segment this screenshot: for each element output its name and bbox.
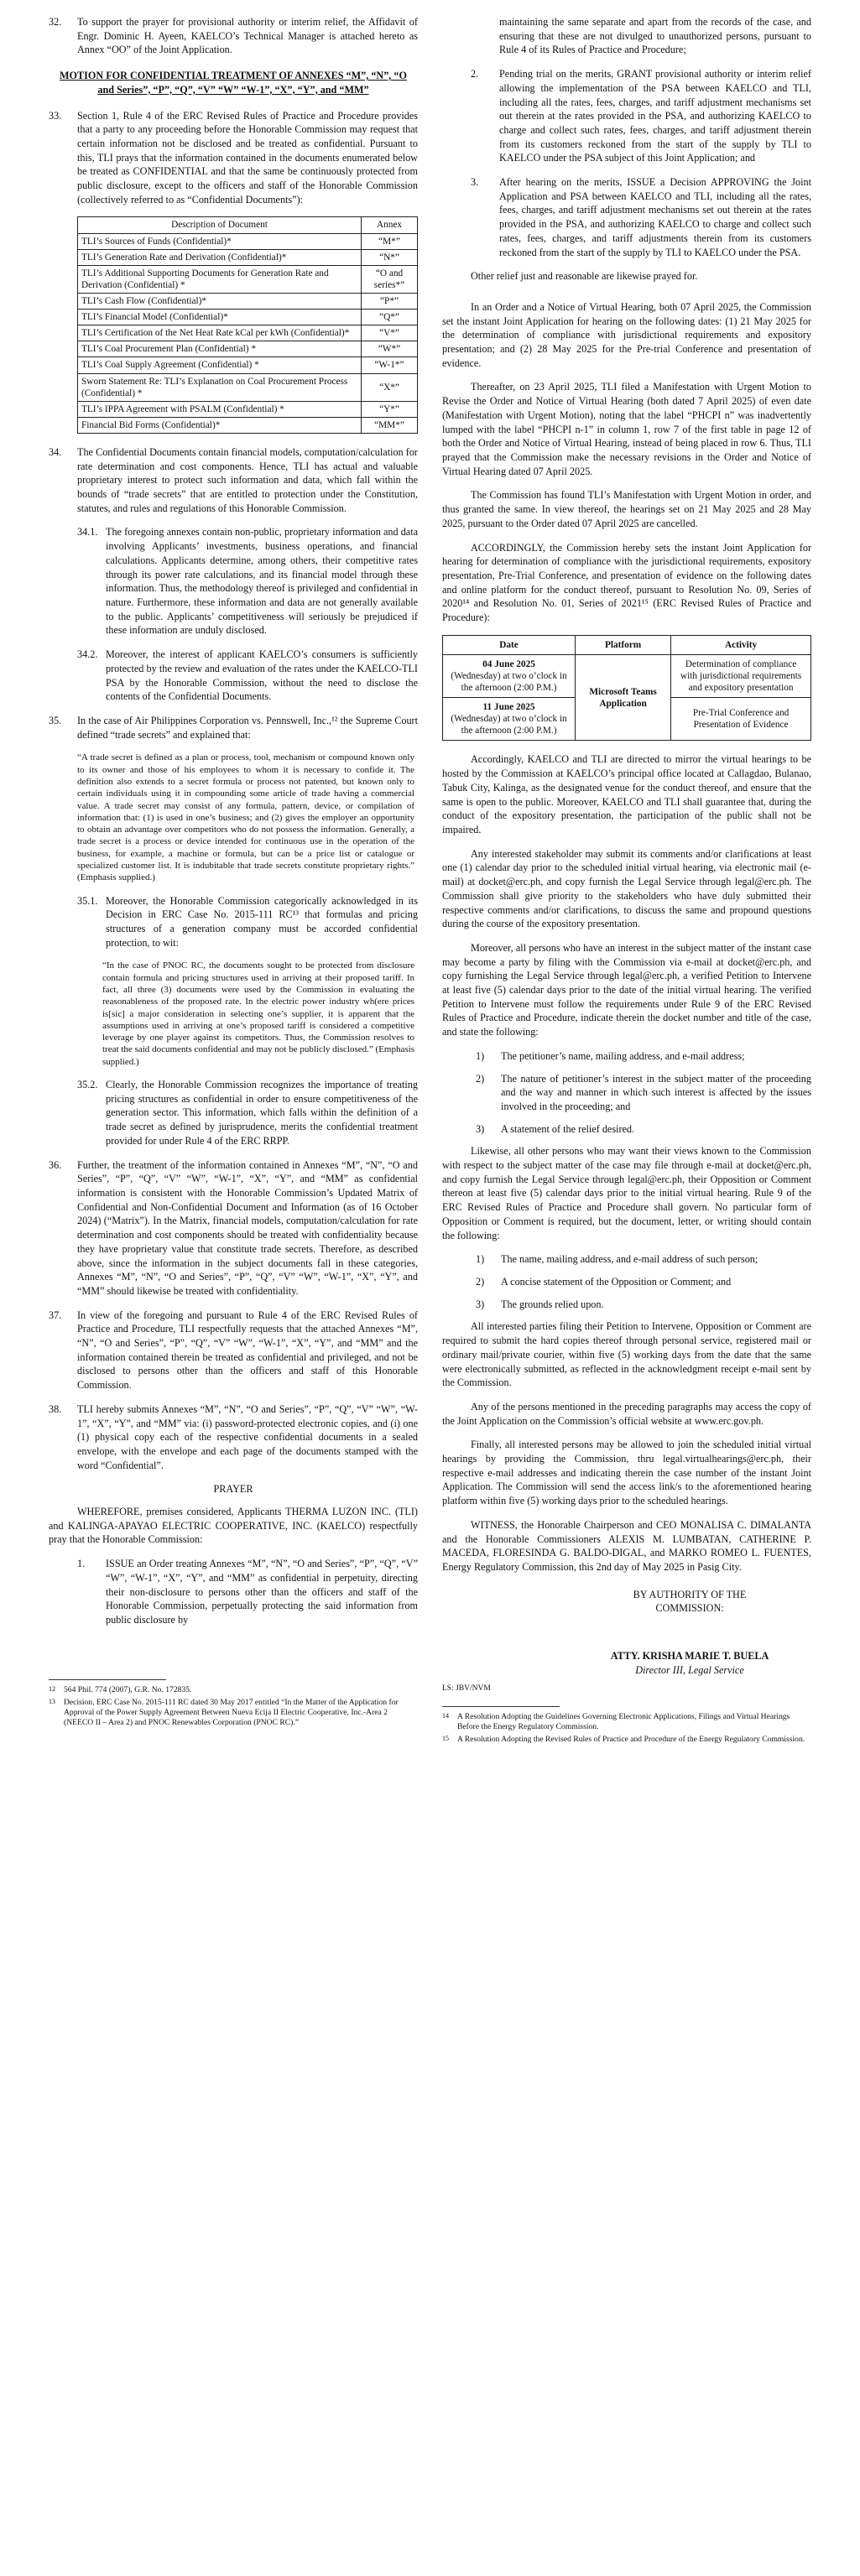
- signature-block: [568, 1588, 811, 1678]
- paragraph-text: The foregoing annexes contain non-public, proprietary information and data involving Applicants’ investments, business operations, and financial calculations. Applicants determine, among others, their competitive rates through its power rate calculations, and its financial model through these information. Thus, the methodology thereof is privileged and confidential in nature. Furthermore, these information and data are not generally available to the public. Applicants’ competitiveness will seriously be prejudiced if these information are unduly disclosed.: [106, 526, 418, 637]
- annex-cell: “Y*”: [362, 401, 418, 417]
- prayer-item-3: [471, 175, 811, 259]
- right-footnotes: [442, 1712, 811, 1745]
- list-text: The grounds relied upon.: [501, 1298, 604, 1310]
- hearing-date: 04 June 2025: [482, 658, 535, 669]
- footnote-number: 14: [442, 1712, 449, 1720]
- paragraph-text: After hearing on the merits, ISSUE a Decision APPROVING the Joint Application and PSA between KAELCO and TLI, including all the rates, fees, charges, and tariff adjustment mechanisms set out therein at the rates provided in the PSA, and authorizing KAELCO to charge and collect such rates, fees, charges, and tariff adjustments therein from its customers reckoned from the start of the supply by TLI to KAELCO under the PSA.: [499, 176, 811, 258]
- list-text: The nature of petitioner’s interest in the subject matter of the proceeding and the way and manner in which such interest is affected by the issues involved in the proceeding; and: [501, 1072, 811, 1112]
- paragraph-number: 34.1.: [77, 526, 98, 539]
- list-text: A statement of the relief desired.: [501, 1122, 635, 1135]
- footnote-divider: [442, 1706, 560, 1707]
- document-description-cell: TLI’s Additional Supporting Documents for Generation Rate and Derivation (Confidential) *: [78, 265, 362, 293]
- paragraph-number: 3.: [471, 176, 479, 189]
- footnote-text: Decision, ERC Case No. 2015-111 RC dated 30 May 2017 entitled “In the Matter of the Application for Approval of the Power Supply Agreement Between Nueva Ecija II Electric Cooperative, Inc.-Area 2 (NEECO II – Area 2) and PNOC Renewables Corporation (PNOC RC).”: [64, 1697, 399, 1727]
- list-item: [476, 1298, 811, 1312]
- platform-cell: Microsoft Teams Application: [576, 654, 671, 741]
- table-row: [78, 341, 418, 357]
- annex-cell: “W-1*”: [362, 357, 418, 373]
- paragraph-number: 2.: [471, 68, 479, 81]
- document-description-cell: Sworn Statement Re: TLI’s Explanation on Coal Procurement Process (Confidential) *: [78, 373, 362, 401]
- footnote-number: 13: [49, 1697, 55, 1705]
- paragraph-number: 34.2.: [77, 648, 98, 661]
- document-description-cell: TLI’s Coal Supply Agreement (Confidential) *: [78, 357, 362, 373]
- right-column: [442, 15, 811, 1747]
- accordingly-paragraph: ACCORDINGLY, the Commission hereby sets the instant Joint Application for hearing for determination of compliance with the jurisdictional requirements, expository presentation, Pre-Trial Conference, and presentation of evidence on the following dates and online platform for the conduct thereof, pursuant to Resolution No. 09, Series of 2020¹⁴ and Resolution No. 01, Series of 2021¹⁵ (ERC Revised Rules of Practice and Procedure):: [442, 541, 811, 624]
- table-row: [78, 310, 418, 325]
- paragraph-text: In view of the foregoing and pursuant to Rule 4 of the ERC Revised Rules of Practice and Procedure, TLI respectfully requests that the attached Annexes “M”, “N”, “O and Series”, “P”, “Q”, “V” “W”, “W-1”, “X”, “Y”, and “MM” and the information contained therein be treated as confidential and privileged, and not be disclosed to persons other than the officers and staff of this Honorable Commission.: [77, 1309, 418, 1392]
- document-description-cell: TLI’s Certification of the Net Heat Rate kCal per kWh (Confidential)*: [78, 325, 362, 341]
- paragraph-34: [49, 445, 418, 516]
- list-number: 1): [476, 1253, 485, 1266]
- table-header: Description of Document: [78, 217, 362, 233]
- paragraph-text: The Confidential Documents contain financial models, computation/calculation for rate determination and cost components. Hence, TLI has actual and valuable proprietary interest to protect such information and data, which fall within the bounds of “trade secrets” that are entitled to protection under the Constitution, statutes, and rules and regulations of this Honorable Commission.: [77, 445, 418, 514]
- table-row: [78, 373, 418, 401]
- stakeholder-paragraph: Any interested stakeholder may submit its comments and/or clarifications at least one (1) calendar day prior to the scheduled initial virtual hearing, via electronic mail (e-mail) at docket@erc.ph, and copy furnish the Legal Service through legal@erc.ph. The Commission shall give priority to the stakeholders who have duly submitted their respective comments and/or clarifications, to discuss the same and propound questions during the course of the expository presentation.: [442, 847, 811, 930]
- signatory-title: Director III, Legal Service: [635, 1663, 744, 1676]
- left-column: [49, 15, 418, 1730]
- footnote-text: 564 Phil. 774 (2007), G.R. No. 172835.: [64, 1684, 192, 1694]
- opposition-paragraph: Likewise, all other persons who may want their views known to the Commission with respect to the subject matter of the case may file through e-mail at docket@erc.ph, and copy furnish the Legal Service through legal@erc.ph, their Opposition or Comment thereon at least five (5) calendar days prior to the initial virtual hearing. Rule 9 of the ERC Revised Rules of Practice and Procedure shall govern. No particular form of Opposition or Comment is required, but the document, letter, or writing should contain the following:: [442, 1145, 811, 1241]
- table-row: [78, 325, 418, 341]
- paragraph-34-2: [77, 648, 418, 704]
- paragraph-number: 1.: [77, 1558, 86, 1570]
- trade-secret-quote: “A trade secret is defined as a plan or process, tool, mechanism or compound known only to its owner and those of his employees to whom it is necessary to confide it. The definition also extends to a secret formula or process not patented, but known only to certain individuals using it in compounding some article of trade having a commercial value. A trade secret may consist of any formula, pattern, device, or compilation of information that: (1) is used in one’s business; and (2) gives the employer an opportunity to obtain an advantage over competitors who do not possess the information. Generally, a trade secret is a process or device intended for continuous use in the operation of the business, for example, a machine or formula, but can be a price list or catalogue or specialized customer list. It is indubitable that trade secrets constitute proprietary rights.” (Emphasis supplied.): [77, 752, 414, 883]
- table-row: [78, 293, 418, 309]
- hearing-date-cell: [443, 698, 576, 741]
- hearing-time: (Wednesday) at two o’clock in the afternoon (2:00 P.M.): [451, 670, 567, 694]
- document-description-cell: TLI’s Coal Procurement Plan (Confidential) *: [78, 341, 362, 357]
- annex-cell: “W*”: [362, 341, 418, 357]
- paragraph-36: [49, 1158, 418, 1298]
- prayer-heading: PRAYER: [213, 1483, 253, 1496]
- paragraph-34-1: [77, 525, 418, 637]
- intervene-paragraph: Moreover, all persons who have an interest in the subject matter of the instant case may become a party by filing with the Commission via e-mail at docket@erc.ph, and copy furnishing the Legal Service through legal@erc.ph, a verified Petition to Intervene at least five (5) calendar days prior to the date of the initial virtual hearing. The verified Petition to Intervene must follow the requirements under Rule 9 of the ERC Revised Rules of Practice and Procedure, indicate therein the docket number and title of the case, and state the following:: [442, 941, 811, 1038]
- paragraph-32: [49, 15, 418, 57]
- activity-cell: Pre-Trial Conference and Presentation of Evidence: [671, 698, 811, 741]
- paragraph-35: [49, 714, 418, 742]
- list-text: The name, mailing address, and e-mail address of such person;: [501, 1253, 758, 1266]
- table-row: [78, 417, 418, 433]
- annex-cell: “O and series*”: [362, 265, 418, 293]
- hearing-time: (Wednesday) at two o’clock in the afternoon (2:00 P.M.): [451, 714, 567, 736]
- list-item: [476, 1122, 811, 1137]
- annex-cell: “P*”: [362, 293, 418, 309]
- signatory-name: ATTY. KRISHA MARIE T. BUELA: [610, 1650, 769, 1663]
- paragraph-number: 33.: [49, 109, 62, 122]
- paragraph-text: Section 1, Rule 4 of the ERC Revised Rules of Practice and Procedure provides that a party to any proceeding before the Honorable Commission may request that certain information not be disclosed and be treated as confidential. Pursuant to this, TLI prays that the information contained in the documents enumerated below be treated as CONFIDENTIAL and that the same be continuously protected from public disclosure, except to the officers and staff of the Honorable Commission (collectively referred to as “Confidential Documents”):: [77, 109, 418, 206]
- paragraph-text: In the case of Air Philippines Corporation vs. Pennswell, Inc.,¹² the Supreme Court defined “trade secrets” and explained that:: [77, 714, 418, 741]
- table-header: Date: [443, 635, 576, 654]
- paragraph-number: 35.1.: [77, 894, 98, 907]
- paragraph-35-2: [77, 1078, 418, 1148]
- document-description-cell: TLI’s Financial Model (Confidential)*: [78, 310, 362, 325]
- hearing-date-cell: [443, 654, 576, 697]
- footnote-divider: [49, 1679, 166, 1680]
- list-number: 2): [476, 1275, 485, 1288]
- paragraph-37: [49, 1309, 418, 1392]
- paragraph-38: [49, 1402, 418, 1473]
- prayer-item-1: [77, 1557, 418, 1627]
- paragraph-number: 35.2.: [77, 1079, 98, 1091]
- annex-cell: “Q*”: [362, 310, 418, 325]
- activity-cell: Determination of compliance with jurisdictional requirements and expository presentation: [671, 654, 811, 697]
- website-paragraph: Any of the persons mentioned in the preceding paragraphs may access the copy of the Joint Application on the Commission’s official website at www.erc.gov.ph.: [442, 1400, 811, 1427]
- list-text: A concise statement of the Opposition or Comment; and: [501, 1275, 732, 1288]
- left-footnotes: [49, 1685, 418, 1728]
- table-header: Annex: [362, 217, 418, 233]
- table-row: [78, 357, 418, 373]
- table-row: [78, 249, 418, 265]
- paragraph-text: Moreover, the interest of applicant KAELCO’s consumers is sufficiently protected by the review and evaluation of the rates under the KAELCO-TLI PSA by the Honorable Commission, without the need to disclose the contents of the Confidential Documents.: [106, 648, 418, 703]
- list-item: [476, 1275, 811, 1289]
- paragraph-number: 37.: [49, 1309, 62, 1321]
- list-item: [476, 1072, 811, 1114]
- list-number: 1): [476, 1049, 485, 1062]
- witness-paragraph: WITNESS, the Honorable Chairperson and CEO MONALISA C. DIMALANTA and the Honorable Commissioners ALEXIS M. LUMBATAN, CATHERINE P. MACEDA, FLORESINDA G. BALDO-DIGAL, and MARKO ROMEO L. FUENTES, Energy Regulatory Commission, this 2nd day of May 2025 in Pasig City.: [442, 1518, 811, 1573]
- prayer-1-continued: maintaining the same separate and apart from the records of the case, and ensuring that these are not divulged to unauthorized persons, pursuant to Rule 4 of its Rules of Practice and Procedure;: [499, 16, 811, 56]
- annex-cell: “MM*”: [362, 417, 418, 433]
- table-row: [78, 233, 418, 249]
- motion-heading: MOTION FOR CONFIDENTIAL TREATMENT OF ANNEXES “M”, “N”, “O and Series”, “P”, “Q”, “V” “W” “W-1”, “X”, “Y”, and “MM”: [60, 70, 407, 96]
- paragraph-text: ISSUE an Order treating Annexes “M”, “N”, “O and Series”, “P”, “Q”, “V” “W”, “W-1”, “X”, “Y”, and “MM” as confidential in perpetuity, directing their non-disclosure to persons other than the officers and staff of the Honorable Commission, perpetually protecting the said information from public disclosure by: [106, 1558, 418, 1626]
- paragraph-number: 34.: [49, 445, 62, 458]
- join-hearings-paragraph: Finally, all interested persons may be allowed to join the scheduled initial virtual hearings by providing the Commission, thru legal.virtualhearings@erc.ph, their respective e-mail addresses and indicating therein the case number of the instant Joint Application. The Commission will send the access link/s to the aforementioned hearing platform within five (5) working days prior to the scheduled hearings.: [442, 1439, 811, 1507]
- annex-cell: “X*”: [362, 373, 418, 401]
- prayer-intro: WHEREFORE, premises considered, Applicants THERMA LUZON INC. (TLI) and KALINGA-APAYAO ELECTRIC COOPERATIVE, INC. (KAELCO) respectfully pray that the Honorable Commission:: [49, 1506, 418, 1546]
- paragraph-text: Pending trial on the merits, GRANT provisional authority or interim relief allowing the implementation of the PSA between KAELCO and TLI, including all the rates, fees, charges, and tariff adjustment mechanisms set out therein at the rates provided in the PSA, and authorizing KAELCO to charge and collect such rates, fees, charges, and tariff adjustment therein from its customers reckoned from the start of the supply by TLI to KAELCO under the PSA subject of this Joint Application; and: [499, 68, 811, 164]
- thereafter-paragraph: Thereafter, on 23 April 2025, TLI filed a Manifestation with Urgent Motion to Revise the Order and Notice of Virtual Hearing (both dated 7 April 2025) of even date (Manifestation with Urgent Motion), noting that the label “PHCPI n” was inadvertently lumped with the label “PHCPI n-1” in column 1, row 7 of the first table in page 12 of both the Order and Notice of Virtual Hearing, instead of being placed in row 6. Thus, TLI prayed that the Commission make the necessary revisions in the Order and Notice of Virtual Hearing dated 07 April 2025.: [442, 381, 811, 477]
- list-text: The petitioner’s name, mailing address, and e-mail address;: [501, 1049, 745, 1062]
- paragraph-number: 35.: [49, 714, 62, 726]
- hearing-schedule-table: [442, 635, 811, 742]
- confidential-documents-table: [77, 216, 418, 434]
- document-description-cell: TLI’s IPPA Agreement with PSALM (Confidential) *: [78, 401, 362, 417]
- opposition-requirements-list: [442, 1252, 811, 1311]
- initials: LS: JBV/NVM: [442, 1684, 491, 1694]
- paragraph-33: [49, 109, 418, 207]
- kaelco-paragraph: Accordingly, KAELCO and TLI are directed to mirror the virtual hearings to be hosted by the Commission at KAELCO’s principal office located at Callagdao, Bulanao, Tabuk City, Kalinga, as the designated venue for the conduct thereof, and ensure that the same is open to the public. Moreover, KAELCO and TLI shall guarantee that, during the conduct of the expository presentation, the participation of the public shall not be impaired.: [442, 753, 811, 835]
- intervene-requirements-list: [442, 1049, 811, 1137]
- order-paragraph: In an Order and a Notice of Virtual Hearing, both 07 April 2025, the Commission set the instant Joint Application for hearing on the following dates: (1) 21 May 2025 for the determination of compliance with jurisdictional requirements and expository presentation; and (2) 28 May 2025 for the Pre-trial Conference and presentation of evidence.: [442, 300, 811, 369]
- table-header: Activity: [671, 635, 811, 654]
- hearing-date: 11 June 2025: [482, 702, 535, 713]
- paragraph-35-1: [77, 894, 418, 950]
- confidential-documents-table-wrap: [77, 216, 418, 434]
- paragraph-text: Clearly, the Honorable Commission recognizes the importance of treating pricing structures as confidential in order to ensure competitiveness of the generation sector. This information, which falls within the definition of a trade secret as defined by jurisprudence, merits the confidential treatment provided for under Rule 4 of the ERC RRPP.: [106, 1079, 418, 1147]
- paragraph-text: To support the prayer for provisional authority or interim relief, the Affidavit of Engr. Dominic H. Ayeen, KAELCO’s Technical Manager is attached hereto as Annex “OO” of the Joint Application.: [77, 16, 418, 56]
- table-header: Platform: [576, 635, 671, 654]
- document-description-cell: TLI’s Generation Rate and Derivation (Confidential)*: [78, 249, 362, 265]
- annex-cell: “M*”: [362, 233, 418, 249]
- list-number: 2): [476, 1072, 485, 1085]
- list-item: [476, 1252, 811, 1267]
- paragraph-text: Further, the treatment of the information contained in Annexes “M”, “N”, “O and Series”, “P”, “Q”, “V” “W”, “W-1”, “X”, “Y”, and “MM” as confidential information is consistent with the Honorable Commission’s Updated Matrix of Confidential and Non-Confidential Document and Information (as of 16 October 2024) (“Matrix”). In the Matrix, financial models, computation/calculation for rate determination and cost components should be treated with confidentiality because they have proprietary value that constitute trade secrets. Therefore, as described above, since the information in the subject documents fall in these categories, Annexes “M”, “N”, “O and Series”, “P”, “Q”, “V” “W”, “W-1”, “X”, “Y”, and “MM” should likewise be treated with confidentiality.: [77, 1158, 418, 1297]
- commission-found-paragraph: The Commission has found TLI’s Manifestation with Urgent Motion in order, and thus granted the same. In view thereof, the hearings set on 21 May 2025 and 28 May 2025, pursuant to the Order dated 07 April 2025 are cancelled.: [442, 489, 811, 529]
- footnote: [49, 1698, 418, 1728]
- footnote-number: 15: [442, 1735, 449, 1743]
- paragraph-number: 38.: [49, 1402, 62, 1415]
- list-item: [476, 1049, 811, 1064]
- list-number: 3): [476, 1298, 485, 1310]
- authority-line: BY AUTHORITY OF THE COMMISSION:: [633, 1588, 747, 1615]
- footnote-text: A Resolution Adopting the Revised Rules of Practice and Procedure of the Energy Regulatory Commission.: [457, 1735, 805, 1745]
- document-description-cell: TLI’s Cash Flow (Confidential)*: [78, 293, 362, 309]
- footnote-text: A Resolution Adopting the Guidelines Governing Electronic Applications, Filings and Virtual Hearings Before the Energy Regulatory Commission.: [457, 1712, 790, 1732]
- document-description-cell: TLI’s Sources of Funds (Confidential)*: [78, 233, 362, 249]
- list-number: 3): [476, 1122, 485, 1135]
- paragraph-number: 36.: [49, 1158, 62, 1171]
- paragraph-text: Moreover, the Honorable Commission categorically acknowledged in its Decision in ERC Case No. 2015-111 RC¹³ that formulas and pricing structures of a generation company must be accorded confidential protection, to wit:: [106, 894, 418, 949]
- table-header-row: [443, 635, 811, 654]
- hard-copies-paragraph: All interested parties filing their Petition to Intervene, Opposition or Comment are required to submit the hard copies thereof through personal service, registered mail or ordinary mail/private courier, within five (5) working days from the date that the same were electronically submitted, as reflected in the acknowledgment receipt e-mail sent by the Commission.: [442, 1320, 811, 1389]
- prayer-item-2: [471, 67, 811, 165]
- document-description-cell: Financial Bid Forms (Confidential)*: [78, 417, 362, 433]
- annex-cell: “N*”: [362, 249, 418, 265]
- footnote: [49, 1685, 418, 1695]
- pnoc-quote: “In the case of PNOC RC, the documents sought to be protected from disclosure contain formula and pricing structures used in arriving at their proposed tariff. In fact, all three (3) documents were used by the Commission in evaluating the reasonableness of the proposed rate. In the electric power industry wh(ere prices is[sic] a major consideration in selecting one’s supplier, it is apparent that the assumptions used in arriving at one’s proposed tariff is considered a competitive leverage by one player against its competitors. Thus, the Commission resolves to treat the said documents confidential and may not be publicly disclosed.” (Emphasis supplied.): [102, 960, 414, 1067]
- table-row: [78, 401, 418, 417]
- paragraph-number: 32.: [49, 16, 62, 28]
- annex-cell: “V*”: [362, 325, 418, 341]
- other-relief: Other relief just and reasonable are likewise prayed for.: [471, 270, 698, 283]
- table-row: [443, 654, 811, 697]
- footnote: [442, 1735, 811, 1745]
- table-body: [78, 233, 418, 433]
- footnote: [442, 1712, 811, 1732]
- table-row: [78, 265, 418, 293]
- paragraph-text: TLI hereby submits Annexes “M”, “N”, “O and Series”, “P”, “Q”, “V” “W”, “W-1”, “X”, “Y”, and “MM” via: (i) password-protected electronic copies, and (i) one (1) physical copy each of the respective confidential documents in a sealed envelope, with the envelope and each page of the documents stamped with the word “Confidential”.: [77, 1402, 418, 1471]
- footnote-number: 12: [49, 1684, 55, 1693]
- table-header-row: [78, 217, 418, 233]
